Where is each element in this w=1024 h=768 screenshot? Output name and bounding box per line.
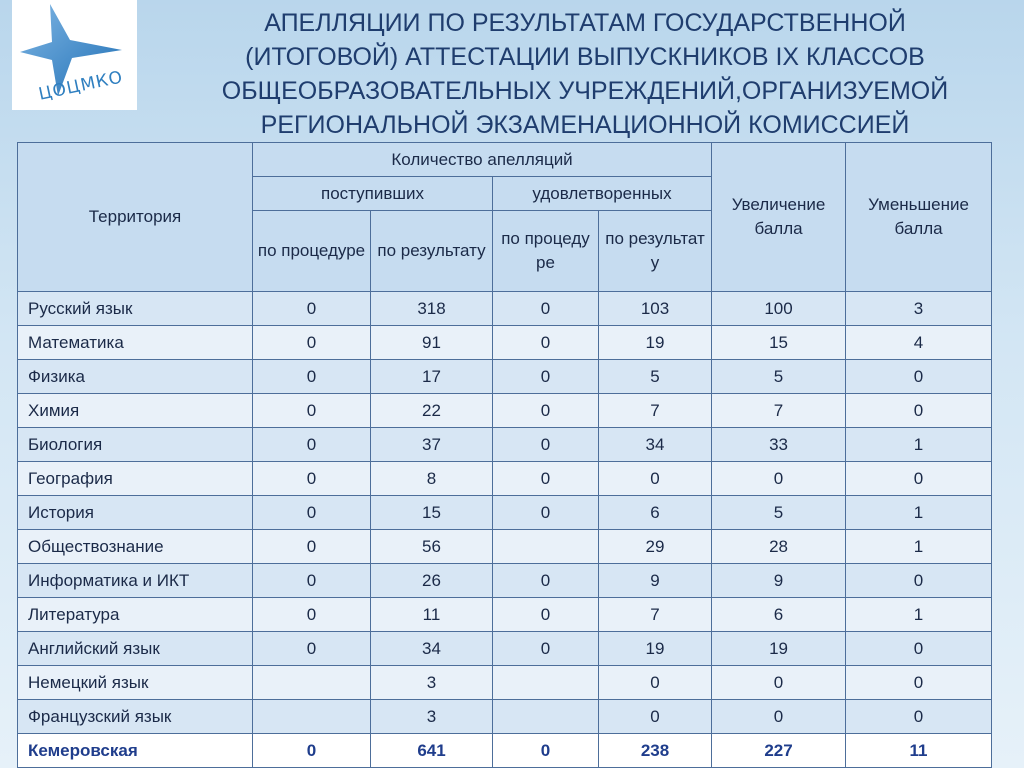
subject-cell: Английский язык xyxy=(18,632,253,666)
value-cell: 19 xyxy=(599,632,712,666)
value-cell: 0 xyxy=(253,530,371,564)
header-received-procedure: по процедуре xyxy=(253,211,371,292)
value-cell: 28 xyxy=(712,530,846,564)
header-satisfied-procedure: по процеду ре xyxy=(493,211,599,292)
value-cell: 0 xyxy=(253,598,371,632)
value-cell: 37 xyxy=(371,428,493,462)
value-cell: 0 xyxy=(493,632,599,666)
value-cell: 0 xyxy=(493,734,599,768)
subject-cell: Русский язык xyxy=(18,292,253,326)
table-row xyxy=(18,428,992,462)
value-cell: 5 xyxy=(599,360,712,394)
value-cell: 11 xyxy=(371,598,493,632)
value-cell: 8 xyxy=(371,462,493,496)
value-cell: 33 xyxy=(712,428,846,462)
table-row xyxy=(18,598,992,632)
value-cell: 0 xyxy=(599,462,712,496)
header-appeal-count: Количество апелляций xyxy=(253,143,712,177)
title-line: ОБЩЕОБРАЗОВАТЕЛЬНЫХ УЧРЕЖДЕНИЙ,ОРГАНИЗУЕМОЙ xyxy=(221,77,949,105)
table-row xyxy=(18,564,992,598)
value-cell: 641 xyxy=(371,734,493,768)
value-cell xyxy=(493,700,599,734)
value-cell: 11 xyxy=(846,734,992,768)
value-cell: 0 xyxy=(253,394,371,428)
value-cell: 0 xyxy=(253,632,371,666)
value-cell: 1 xyxy=(846,428,992,462)
value-cell: 0 xyxy=(253,564,371,598)
subject-cell: Французский язык xyxy=(18,700,253,734)
table-row xyxy=(18,326,992,360)
value-cell: 0 xyxy=(253,360,371,394)
value-cell: 0 xyxy=(846,700,992,734)
value-cell: 238 xyxy=(599,734,712,768)
logo-text: ЦОЦМКО xyxy=(36,67,126,105)
value-cell: 7 xyxy=(712,394,846,428)
table-row xyxy=(18,530,992,564)
subject-cell: Физика xyxy=(18,360,253,394)
subject-cell: Немецкий язык xyxy=(18,666,253,700)
page-title xyxy=(150,6,1020,142)
value-cell: 0 xyxy=(493,428,599,462)
table-row xyxy=(18,360,992,394)
value-cell: 3 xyxy=(846,292,992,326)
title-line: АПЕЛЛЯЦИИ ПО РЕЗУЛЬТАТАМ ГОСУДАРСТВЕННОЙ xyxy=(264,9,906,37)
value-cell: 0 xyxy=(846,666,992,700)
value-cell: 0 xyxy=(493,496,599,530)
value-cell: 1 xyxy=(846,598,992,632)
value-cell: 0 xyxy=(712,462,846,496)
subject-cell: История xyxy=(18,496,253,530)
table-row-total xyxy=(18,734,992,768)
header-received: поступивших xyxy=(253,177,493,211)
value-cell: 0 xyxy=(846,462,992,496)
value-cell: 22 xyxy=(371,394,493,428)
value-cell: 9 xyxy=(712,564,846,598)
value-cell: 15 xyxy=(712,326,846,360)
value-cell: 0 xyxy=(253,462,371,496)
table-row xyxy=(18,496,992,530)
table-row xyxy=(18,292,992,326)
table-row xyxy=(18,700,992,734)
value-cell xyxy=(493,666,599,700)
value-cell: 0 xyxy=(846,394,992,428)
subject-cell: Обществознание xyxy=(18,530,253,564)
appeals-table xyxy=(17,142,992,768)
value-cell: 29 xyxy=(599,530,712,564)
value-cell: 6 xyxy=(712,598,846,632)
value-cell: 5 xyxy=(712,496,846,530)
value-cell: 3 xyxy=(371,666,493,700)
table-row xyxy=(18,632,992,666)
value-cell: 0 xyxy=(493,292,599,326)
title-line: (ИТОГОВОЙ) АТТЕСТАЦИИ ВЫПУСКНИКОВ IX КЛАССОВ xyxy=(245,43,925,71)
logo xyxy=(12,0,137,110)
subject-cell: Математика xyxy=(18,326,253,360)
value-cell: 0 xyxy=(253,292,371,326)
value-cell: 318 xyxy=(371,292,493,326)
subject-cell: Химия xyxy=(18,394,253,428)
value-cell: 0 xyxy=(712,666,846,700)
value-cell: 1 xyxy=(846,530,992,564)
value-cell: 0 xyxy=(599,700,712,734)
value-cell: 0 xyxy=(599,666,712,700)
value-cell: 26 xyxy=(371,564,493,598)
header-satisfied: удовлетворенных xyxy=(493,177,712,211)
header-increase: Увеличение балла xyxy=(712,143,846,292)
subject-cell: Литература xyxy=(18,598,253,632)
value-cell: 19 xyxy=(599,326,712,360)
value-cell: 7 xyxy=(599,394,712,428)
value-cell: 0 xyxy=(253,326,371,360)
table-row xyxy=(18,666,992,700)
value-cell: 15 xyxy=(371,496,493,530)
value-cell: 0 xyxy=(253,428,371,462)
value-cell: 227 xyxy=(712,734,846,768)
table-body xyxy=(18,292,992,768)
value-cell: 9 xyxy=(599,564,712,598)
table-row xyxy=(18,462,992,496)
header-territory: Территория xyxy=(18,143,253,292)
subject-cell: Биология xyxy=(18,428,253,462)
value-cell: 34 xyxy=(371,632,493,666)
value-cell: 0 xyxy=(493,326,599,360)
value-cell: 0 xyxy=(846,632,992,666)
value-cell: 0 xyxy=(846,360,992,394)
value-cell: 0 xyxy=(493,462,599,496)
title-line: РЕГИОНАЛЬНОЙ ЭКЗАМЕНАЦИОННОЙ КОМИССИЕЙ xyxy=(260,111,910,139)
value-cell: 0 xyxy=(493,394,599,428)
value-cell: 103 xyxy=(599,292,712,326)
value-cell: 6 xyxy=(599,496,712,530)
value-cell xyxy=(253,666,371,700)
value-cell: 91 xyxy=(371,326,493,360)
header-received-result: по результату xyxy=(371,211,493,292)
value-cell: 19 xyxy=(712,632,846,666)
value-cell: 7 xyxy=(599,598,712,632)
value-cell: 0 xyxy=(253,734,371,768)
value-cell: 0 xyxy=(493,598,599,632)
value-cell: 0 xyxy=(253,496,371,530)
subject-cell: Кемеровская xyxy=(18,734,253,768)
subject-cell: География xyxy=(18,462,253,496)
header-decrease: Уменьшение балла xyxy=(846,143,992,292)
value-cell: 5 xyxy=(712,360,846,394)
value-cell: 3 xyxy=(371,700,493,734)
value-cell: 1 xyxy=(846,496,992,530)
value-cell: 34 xyxy=(599,428,712,462)
value-cell: 0 xyxy=(712,700,846,734)
value-cell xyxy=(253,700,371,734)
value-cell: 4 xyxy=(846,326,992,360)
value-cell xyxy=(493,530,599,564)
value-cell: 17 xyxy=(371,360,493,394)
subject-cell: Информатика и ИКТ xyxy=(18,564,253,598)
value-cell: 0 xyxy=(493,564,599,598)
value-cell: 0 xyxy=(493,360,599,394)
value-cell: 100 xyxy=(712,292,846,326)
value-cell: 56 xyxy=(371,530,493,564)
header-satisfied-result: по результат у xyxy=(599,211,712,292)
table-row xyxy=(18,394,992,428)
value-cell: 0 xyxy=(846,564,992,598)
